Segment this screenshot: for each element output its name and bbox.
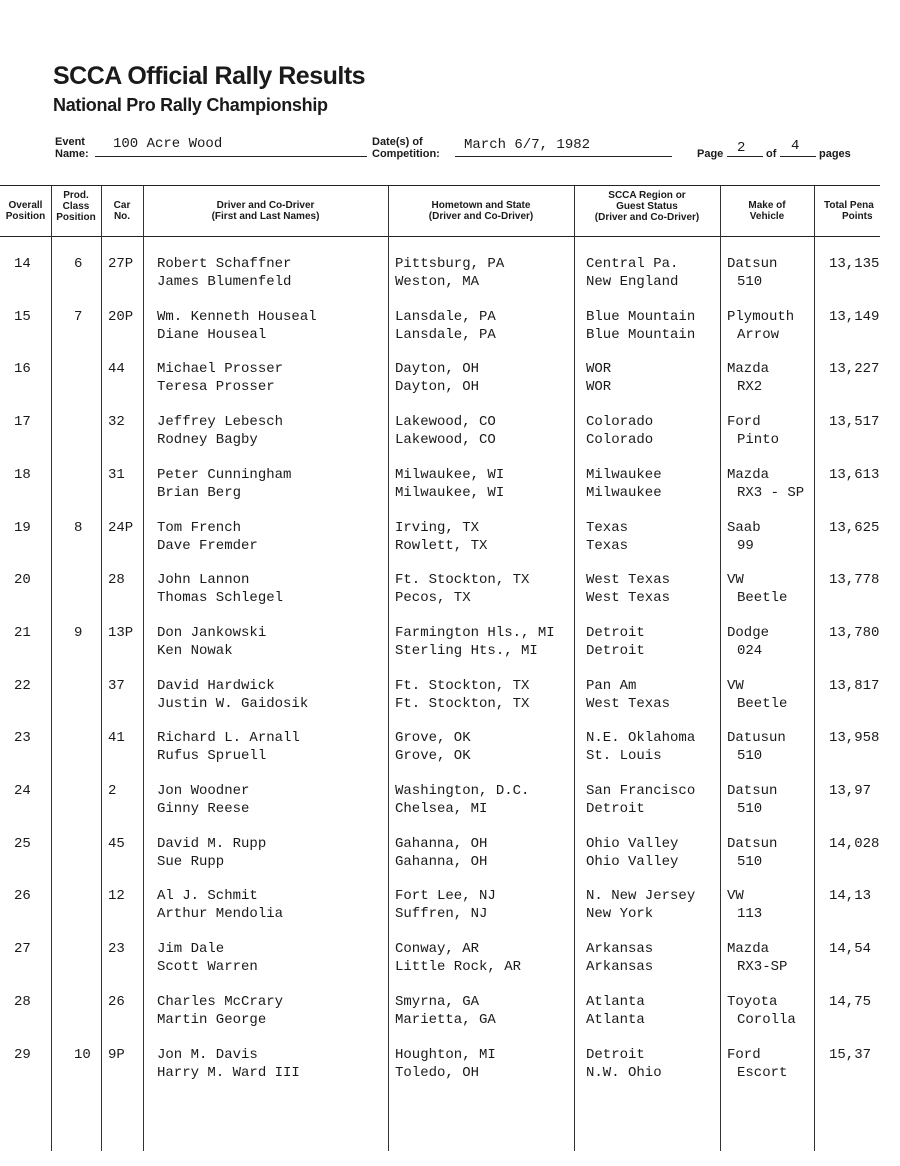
co-driver-hometown: Pecos, TX [395,590,471,607]
vehicle-make: Plymouth [727,308,795,325]
penalty-points: 13,227 [829,361,880,378]
event-name-value: 100 Acre Wood [113,136,223,152]
date-value: March 6/7, 1982 [464,137,591,153]
overall-position: 28 [14,993,31,1010]
co-driver-name: Harry M. Ward III [157,1064,300,1081]
driver-region: Colorado [586,414,654,431]
form-title: SCCA Official Rally Results [53,62,366,90]
co-driver-name: James Blumenfeld [157,274,292,290]
car-number: 13P [108,624,134,641]
car-number: 12 [108,888,125,905]
vehicle-make: Saab [727,519,761,536]
car-number: 24P [108,519,134,536]
vehicle-make: Mazda [727,361,770,378]
driver-region: Atlanta [586,993,645,1010]
co-driver-region: Atlanta [586,1011,645,1028]
vehicle-model: 024 [737,642,763,659]
vehicle-make: Mazda [727,941,770,958]
column-divider [574,186,575,1151]
co-driver-name: Ginny Reese [157,801,250,817]
co-driver-hometown: Weston, MA [395,274,480,290]
co-driver-region: St. Louis [586,748,662,765]
vehicle-make: Dodge [727,624,770,641]
co-driver-name: Martin George [157,1011,267,1028]
column-divider [143,186,144,1151]
car-number: 37 [108,677,125,694]
driver-name: Tom French [157,519,242,536]
driver-region: Arkansas [586,941,654,958]
event-name-underline [95,156,367,157]
co-driver-region: Blue Mountain [586,326,696,343]
driver-hometown: Grove, OK [395,730,471,747]
column-header-overall-position: Overall Position [5,200,46,222]
co-driver-name: Thomas Schlegel [157,590,284,607]
page-total: 4 [791,138,800,154]
driver-region: Blue Mountain [586,308,696,325]
co-driver-region: Detroit [586,801,645,817]
penalty-points: 13,958 [829,730,880,747]
co-driver-hometown: Gahanna, OH [395,853,488,870]
driver-hometown: Farmington Hls., MI [395,624,555,641]
co-driver-name: Dave Fremder [157,537,258,554]
overall-position: 27 [14,941,31,958]
overall-position: 18 [14,466,31,483]
vehicle-make: VW [727,888,744,905]
co-driver-name: Diane Houseal [157,326,267,343]
vehicle-model: RX3-SP [737,959,788,976]
of-label: of [766,148,777,160]
date-underline [455,156,672,157]
penalty-points: 13,613 [829,466,880,483]
co-driver-hometown: Suffren, NJ [395,906,488,923]
driver-name: John Lannon [157,572,250,589]
car-number: 45 [108,835,125,852]
event-name-label: Event Name: [55,136,89,160]
pages-label: pages [819,148,851,160]
penalty-points: 14,75 [829,993,872,1010]
driver-name: Jim Dale [157,941,225,958]
driver-name: Jon Woodner [157,783,250,799]
overall-position: 15 [14,308,31,325]
driver-region: N. New Jersey [586,888,696,905]
driver-region: Central Pa. [586,256,679,272]
car-number: 2 [108,783,117,799]
penalty-points: 14,028 [829,835,880,852]
co-driver-name: Arthur Mendolia [157,906,284,923]
driver-hometown: Conway, AR [395,941,480,958]
vehicle-model: 113 [737,906,763,923]
vehicle-model: 510 [737,274,763,290]
table-header-rule [0,236,880,237]
driver-region: Detroit [586,624,645,641]
vehicle-make: Datsun [727,256,778,272]
overall-position: 23 [14,730,31,747]
column-header-hometown: Hometown and State (Driver and Co-Driver) [428,200,534,222]
driver-region: WOR [586,361,612,378]
co-driver-region: Colorado [586,432,654,449]
co-driver-hometown: Ft. Stockton, TX [395,695,530,712]
car-number: 20P [108,308,134,325]
page-label: Page [697,148,724,160]
vehicle-make: Ford [727,1046,761,1063]
driver-name: Al J. Schmit [157,888,258,905]
vehicle-model: Pinto [737,432,780,449]
co-driver-name: Justin W. Gaidosik [157,695,309,712]
vehicle-make: VW [727,572,744,589]
co-driver-name: Scott Warren [157,959,258,976]
overall-position: 17 [14,414,31,431]
form-subtitle: National Pro Rally Championship [53,95,328,115]
car-number: 26 [108,993,125,1010]
page-number-underline [727,156,763,157]
co-driver-region: Texas [586,537,629,554]
driver-region: Ohio Valley [586,835,679,852]
co-driver-hometown: Dayton, OH [395,379,480,396]
penalty-points: 13,625 [829,519,880,536]
co-driver-region: Arkansas [586,959,654,976]
column-divider [720,186,721,1151]
driver-name: Jon M. Davis [157,1046,258,1063]
column-divider [814,186,815,1151]
co-driver-name: Teresa Prosser [157,379,275,396]
driver-hometown: Fort Lee, NJ [395,888,496,905]
co-driver-name: Ken Nowak [157,642,233,659]
co-driver-region: N.W. Ohio [586,1064,662,1081]
class-position: 7 [74,308,83,325]
driver-name: Michael Prosser [157,361,284,378]
driver-name: Richard L. Arnall [157,730,300,747]
overall-position: 19 [14,519,31,536]
driver-region: Detroit [586,1046,645,1063]
co-driver-hometown: Toledo, OH [395,1064,480,1081]
driver-region: Pan Am [586,677,637,694]
driver-region: Texas [586,519,629,536]
class-position: 8 [74,519,83,536]
co-driver-name: Sue Rupp [157,853,225,870]
car-number: 32 [108,414,125,431]
driver-name: Charles McCrary [157,993,284,1010]
vehicle-model: 99 [737,537,754,554]
overall-position: 16 [14,361,31,378]
penalty-points: 13,135 [829,256,880,272]
car-number: 28 [108,572,125,589]
co-driver-hometown: Lansdale, PA [395,326,496,343]
co-driver-region: Ohio Valley [586,853,679,870]
driver-hometown: Lakewood, CO [395,414,496,431]
driver-name: Robert Schaffner [157,256,292,272]
penalty-points: 13,778 [829,572,880,589]
co-driver-hometown: Marietta, GA [395,1011,496,1028]
co-driver-name: Rodney Bagby [157,432,258,449]
driver-hometown: Houghton, MI [395,1046,496,1063]
penalty-points: 13,817 [829,677,880,694]
co-driver-hometown: Little Rock, AR [395,959,522,976]
penalty-points: 13,149 [829,308,880,325]
co-driver-hometown: Lakewood, CO [395,432,496,449]
car-number: 44 [108,361,125,378]
class-position: 10 [74,1046,91,1063]
vehicle-make: Ford [727,414,761,431]
car-number: 9P [108,1046,125,1063]
overall-position: 29 [14,1046,31,1063]
driver-hometown: Washington, D.C. [395,783,530,799]
driver-hometown: Lansdale, PA [395,308,496,325]
vehicle-model: 510 [737,748,763,765]
co-driver-hometown: Rowlett, TX [395,537,488,554]
co-driver-name: Rufus Spruell [157,748,267,765]
co-driver-region: WOR [586,379,612,396]
vehicle-model: Beetle [737,695,788,712]
penalty-points: 14,13 [829,888,872,905]
vehicle-model: Corolla [737,1011,796,1028]
driver-hometown: Dayton, OH [395,361,480,378]
vehicle-model: 510 [737,801,763,817]
car-number: 41 [108,730,125,747]
page-number: 2 [737,140,746,156]
column-divider [388,186,389,1151]
vehicle-make: VW [727,677,744,694]
driver-hometown: Ft. Stockton, TX [395,677,530,694]
vehicle-model: RX2 [737,379,763,396]
driver-name: David M. Rupp [157,835,267,852]
co-driver-region: Detroit [586,642,645,659]
co-driver-hometown: Sterling Hts., MI [395,642,538,659]
driver-hometown: Gahanna, OH [395,835,488,852]
co-driver-hometown: Milwaukee, WI [395,484,505,501]
driver-name: Jeffrey Lebesch [157,414,284,431]
class-position: 9 [74,624,83,641]
driver-hometown: Pittsburg, PA [395,256,505,272]
penalty-points: 14,54 [829,941,872,958]
driver-name: Peter Cunningham [157,466,292,483]
penalty-points: 15,37 [829,1046,872,1063]
table-top-rule [0,185,880,186]
overall-position: 22 [14,677,31,694]
vehicle-model: Beetle [737,590,788,607]
vehicle-model: 510 [737,853,763,870]
vehicle-make: Datsun [727,783,778,799]
driver-name: David Hardwick [157,677,275,694]
car-number: 23 [108,941,125,958]
driver-region: Milwaukee [586,466,662,483]
overall-position: 26 [14,888,31,905]
driver-name: Don Jankowski [157,624,267,641]
penalty-points: 13,517 [829,414,880,431]
driver-hometown: Milwaukee, WI [395,466,505,483]
co-driver-region: West Texas [586,590,671,607]
vehicle-make: Toyota [727,993,778,1010]
overall-position: 21 [14,624,31,641]
driver-region: N.E. Oklahoma [586,730,696,747]
penalty-points: 13,97 [829,783,872,799]
column-header-vehicle: Make of Vehicle [748,200,786,222]
page-total-underline [780,156,816,157]
overall-position: 20 [14,572,31,589]
column-divider [101,186,102,1151]
driver-name: Wm. Kenneth Houseal [157,308,317,325]
co-driver-hometown: Grove, OK [395,748,471,765]
penalty-points: 13,780 [829,624,880,641]
vehicle-make: Mazda [727,466,770,483]
co-driver-region: West Texas [586,695,671,712]
vehicle-make: Datusun [727,730,786,747]
column-header-driver: Driver and Co-Driver (First and Last Names) [211,200,320,222]
column-divider [51,186,52,1151]
date-label: Date(s) of Competition: [372,136,440,160]
driver-hometown: Smyrna, GA [395,993,480,1010]
overall-position: 24 [14,783,31,799]
vehicle-model: RX3 - SP [737,484,805,501]
overall-position: 25 [14,835,31,852]
co-driver-region: Milwaukee [586,484,662,501]
car-number: 27P [108,256,134,272]
vehicle-model: Arrow [737,326,780,343]
car-number: 31 [108,466,125,483]
driver-region: San Francisco [586,783,696,799]
co-driver-region: New England [586,274,679,290]
vehicle-model: Escort [737,1064,788,1081]
column-header-class-position: Prod. Class Position [56,190,96,223]
class-position: 6 [74,256,83,272]
vehicle-make: Datsun [727,835,778,852]
driver-hometown: Irving, TX [395,519,480,536]
column-header-penalty-points: Total Pena Points [824,200,874,222]
co-driver-hometown: Chelsea, MI [395,801,488,817]
overall-position: 14 [14,256,31,272]
column-header-region: SCCA Region or Guest Status (Driver and Co-Driver) [594,190,700,223]
driver-hometown: Ft. Stockton, TX [395,572,530,589]
column-header-car-number: Car No. [113,200,131,222]
driver-region: West Texas [586,572,671,589]
co-driver-name: Brian Berg [157,484,242,501]
co-driver-region: New York [586,906,654,923]
